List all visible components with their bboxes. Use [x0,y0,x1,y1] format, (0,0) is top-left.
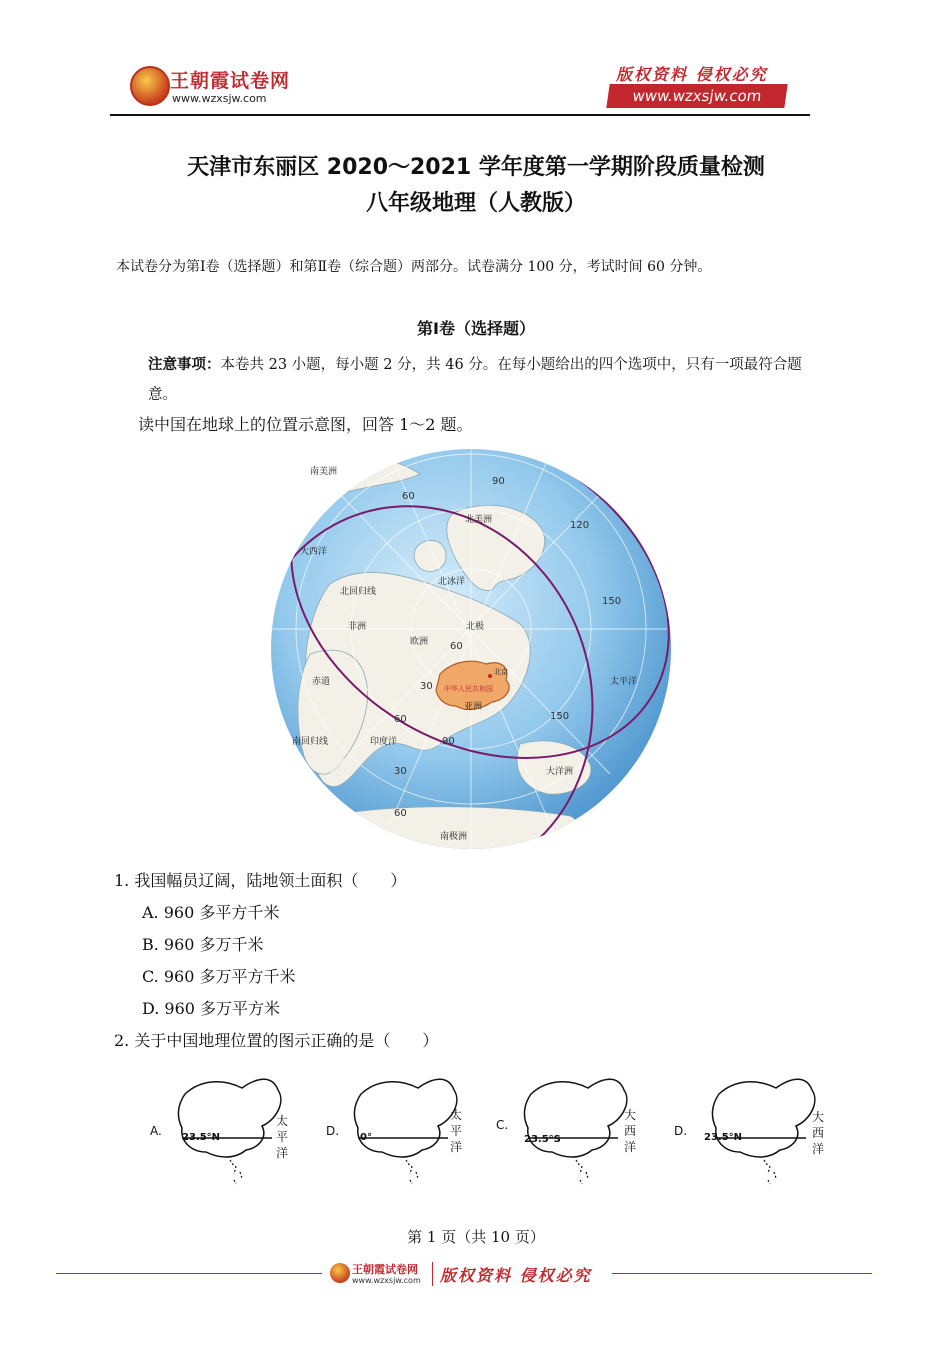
label-equator: 赤道 [312,677,331,687]
beijing-dot [488,674,492,678]
question-number: 2. [114,1031,130,1050]
ocean-label: 西 [624,1124,637,1138]
ocean-label: 太 [450,1108,463,1122]
ocean-label: 洋 [812,1142,825,1156]
ocean-label: 大 [812,1110,825,1124]
label-atlantic: 大西洋 [300,547,328,557]
tick-label: 30 [420,681,433,692]
ocean-label: 太 [276,1114,289,1128]
ocean-label: 大 [624,1108,637,1122]
globe-svg [270,444,672,854]
choice-letter: D. [326,1124,340,1138]
map-choice-a[interactable] [150,1068,300,1190]
latitude-label: 23.5°N [182,1132,221,1143]
page-number: 第 1 页（共 10 页） [407,1228,545,1246]
tick-label: 30 [394,766,407,777]
footer-separator [432,1262,433,1286]
question-lead: 读中国在地球上的位置示意图，回答 1～2 题。 [138,415,473,434]
label-antarctica: 南极洲 [440,832,468,842]
question-stem: 我国幅员辽阔，陆地领土面积（ ） [134,871,407,890]
choice-letter: C. [496,1118,509,1132]
question-2 [114,1028,438,1051]
part-heading: 第Ⅰ卷（选择题） [417,319,535,338]
option-a[interactable]: A. 960 多平方千米 [142,903,280,922]
footer-divider-left [56,1273,322,1274]
antarctica-land [339,807,577,854]
label-europe: 欧洲 [410,637,429,647]
question-number: 1. [114,871,130,890]
notice-block [148,350,812,410]
choice-letter: D. [674,1124,688,1138]
ocean-label: 洋 [276,1146,289,1160]
label-tropic-capricorn: 南回归线 [292,737,329,747]
label-asia: 亚洲 [464,702,483,712]
label-south-america: 南美洲 [310,467,338,477]
ocean-label: 平 [276,1130,289,1144]
china-outline-map [674,1068,834,1190]
greenland-land [414,540,446,571]
question-stem: 关于中国地理位置的图示正确的是（ ） [134,1031,439,1050]
map-choice-d-first[interactable] [326,1068,476,1190]
copyright-notice: 版权资料 侵权必究 [616,65,768,84]
notice-label: 注意事项： [148,357,221,373]
brand-name: 王朝霞试卷网 [170,70,291,92]
tick-label: 90 [492,476,505,487]
site-url-link[interactable]: www.wzxsjw.com [606,84,787,108]
latitude-label: 0° [360,1132,372,1143]
tick-label: 60 [394,714,407,725]
footer-brand-url[interactable]: www.wzxsjw.com [352,1276,421,1285]
tick-label: 120 [570,520,590,531]
label-oceania: 大洋洲 [546,767,574,777]
header-divider [110,114,810,116]
brand-logo [130,66,170,106]
map-choice-c[interactable] [496,1068,646,1190]
ocean-label: 平 [450,1124,463,1138]
footer-brand-name: 王朝霞试卷网 [352,1263,418,1276]
label-china: 中华人民共和国 [444,685,493,693]
exam-subtitle: 八年级地理（人教版） [365,191,586,216]
ocean-label: 西 [812,1126,825,1140]
latitude-label: 23.5°N [704,1132,743,1143]
label-north-america: 北美洲 [465,515,493,525]
label-beijing: 北京 [494,668,508,676]
footer-logo [330,1263,350,1283]
map-choice-d-second[interactable] [674,1068,834,1190]
footer-divider-right [612,1273,872,1274]
exam-title: 天津市东丽区 2020～2021 学年度第一学期阶段质量检测 [187,155,765,180]
tick-label: 60 [394,808,407,819]
tick-label: 150 [602,596,622,607]
label-africa: 非洲 [348,622,367,632]
latitude-label: 23.5°S [524,1134,561,1145]
label-indian-ocean: 印度洋 [370,737,398,747]
option-c[interactable]: C. 960 多万平方千米 [142,967,296,986]
tick-label: 150 [550,711,570,722]
label-arctic-ocean: 北冰洋 [438,577,466,587]
footer-copyright: 版权资料 侵权必究 [440,1266,592,1285]
notice-text: 本卷共 23 小题，每小题 2 分，共 46 分。在每小题给出的四个选项中，只有一项最符合题意。 [148,357,802,403]
choice-letter: A. [150,1124,162,1138]
tick-label: 60 [450,641,463,652]
option-b[interactable]: B. 960 多万千米 [142,935,264,954]
tick-label: 90 [442,736,455,747]
option-d[interactable]: D. 960 多万平方米 [142,999,281,1018]
brand-url: www.wzxsjw.com [172,92,267,105]
label-north-pole: 北极 [466,622,485,632]
ocean-label: 洋 [624,1140,637,1154]
tick-label: 60 [402,491,415,502]
label-tropic-cancer: 北回归线 [340,587,377,597]
exam-intro: 本试卷分为第Ⅰ卷（选择题）和第Ⅱ卷（综合题）两部分。试卷满分 100 分，考试时间 60 分钟。 [116,259,712,275]
ocean-label: 洋 [450,1140,463,1154]
globe-map [270,444,672,854]
question-1 [114,868,406,891]
label-pacific: 太平洋 [610,677,638,687]
